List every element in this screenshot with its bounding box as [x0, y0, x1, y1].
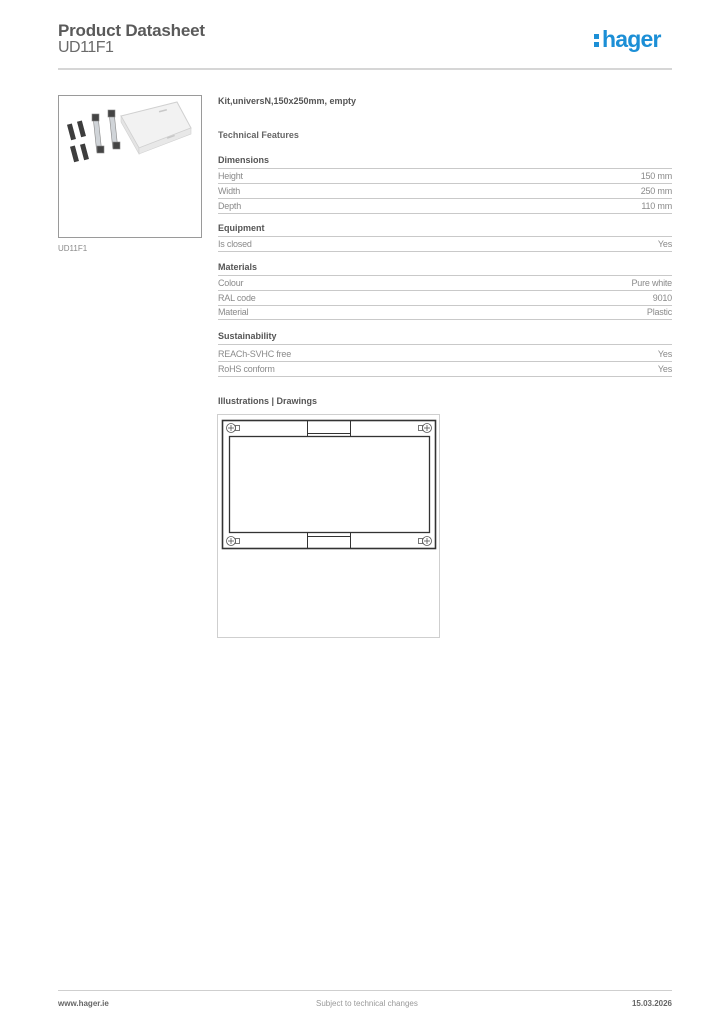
- footer-divider: [58, 990, 672, 991]
- table-row: Material Plastic: [218, 305, 672, 320]
- product-image: [58, 95, 202, 238]
- section-sustainability-title: Sustainability: [218, 331, 672, 345]
- footer-date: 15.03.2026: [631, 999, 672, 1008]
- footer-website-link[interactable]: www.hager.ie: [58, 999, 109, 1008]
- technical-drawing: [217, 414, 440, 638]
- product-kit-illustration-icon: [59, 96, 201, 237]
- illustrations-heading: Illustrations | Drawings: [218, 396, 318, 406]
- hager-logo: hager: [594, 28, 661, 51]
- section-equipment-title: Equipment: [218, 223, 672, 237]
- product-description: Kit,universN,150x250mm, empty: [218, 96, 357, 106]
- logo-colon-icon: [594, 31, 600, 47]
- footer-notice: Subject to technical changes: [316, 999, 418, 1008]
- enclosure-drawing-icon: [218, 415, 439, 637]
- technical-features-heading: Technical Features: [218, 130, 299, 140]
- section-dimensions-title: Dimensions: [218, 155, 672, 169]
- table-row: Is closed Yes: [218, 237, 672, 252]
- product-image-caption: UD11F1: [58, 244, 88, 253]
- table-row: RAL code 9010: [218, 291, 672, 306]
- page-title: Product Datasheet: [58, 21, 205, 40]
- header-divider: [58, 68, 672, 70]
- table-row: REACh-SVHC free Yes: [218, 347, 672, 362]
- table-row: Width 250 mm: [218, 184, 672, 199]
- table-row: Colour Pure white: [218, 276, 672, 291]
- product-code: UD11F1: [58, 39, 114, 56]
- table-row: Height 150 mm: [218, 169, 672, 184]
- table-row: RoHS conform Yes: [218, 362, 672, 377]
- section-materials-title: Materials: [218, 262, 672, 276]
- table-row: Depth 110 mm: [218, 199, 672, 214]
